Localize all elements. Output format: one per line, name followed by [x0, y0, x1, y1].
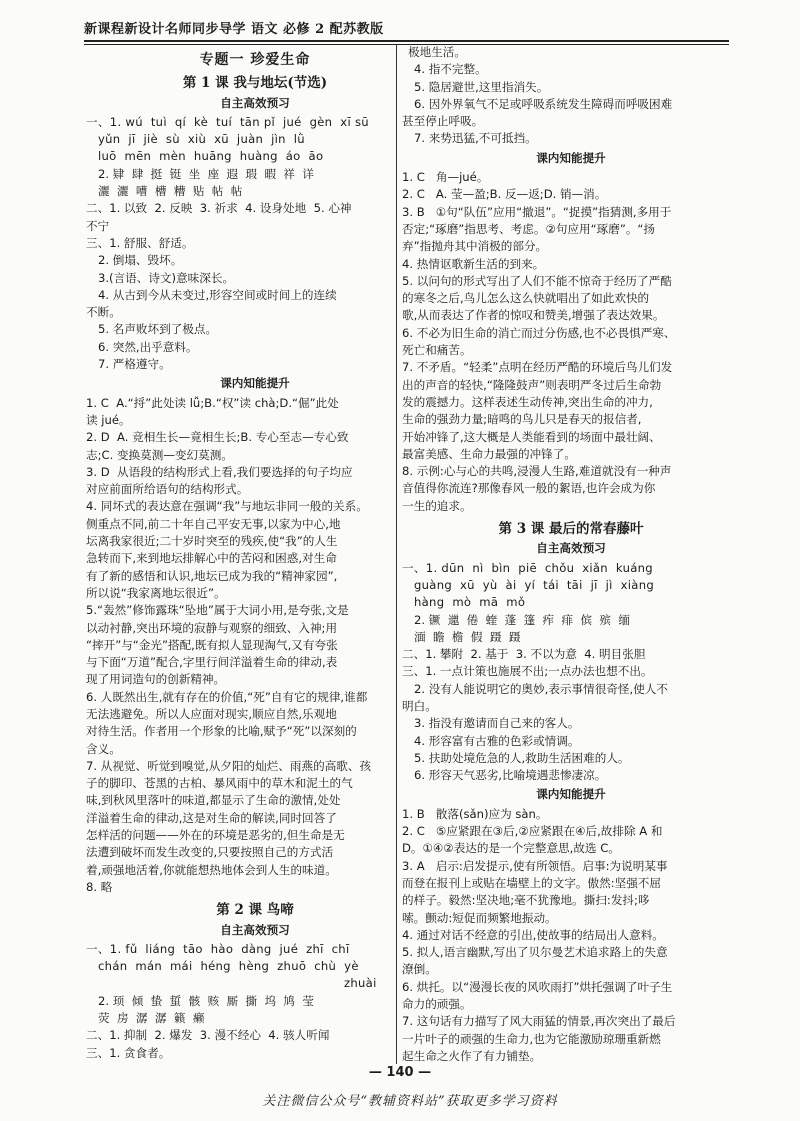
answer-line: 1. C 角—jué。 — [402, 170, 489, 185]
char-line: 2. 镢 邋 倦 蝰 蓬 篷 痄 痱 傧 殡 缅 — [414, 612, 630, 627]
answer-line: 命力的顽强。 — [402, 997, 472, 1012]
answer-line: 所以说“我家离地坛很近”。 — [86, 585, 226, 600]
answer-line: 出的声音的轻快,“隆隆鼓声”则表明严冬过后生命勃 — [402, 377, 662, 392]
pinyin-line: zhuài — [344, 976, 377, 991]
answer-line: 4. 同坏式的表达意在强调“我”与地坛非同一般的关系。 — [86, 499, 368, 514]
answer-line: 4. 指不完整。 — [414, 62, 487, 77]
answer-line: 歌,从而表达了作者的惊叹和赞美,增强了表达效果。 — [402, 308, 665, 323]
page-number: — 140 — — [368, 1065, 432, 1080]
pinyin-line: guàng xū yù ài yí tái tāi jī jì xiàng — [414, 577, 655, 592]
section-heading: 课内知能提升 — [536, 787, 606, 802]
answer-line: 6. 不必为旧生命的消亡而过分伤感,也不必畏惧严寒、 — [402, 325, 676, 340]
pinyin-line: yǔn jī jiè sù xiù xū juàn jìn lǜ — [98, 132, 305, 147]
answer-line: 无法逃避免。所以人应面对现实,顺应自然,乐观地 — [86, 706, 337, 721]
right-column — [402, 44, 740, 1064]
answer-line: 起生命之火作了有力铺垫。 — [402, 1048, 542, 1063]
answer-line: 甚至停止呼吸。 — [402, 114, 484, 129]
answer-line: 三、1. 一点计策也施展不出;一点办法也想不出。 — [402, 664, 653, 679]
answer-line: 1. B 散落(sǎn)应为 sàn。 — [402, 806, 548, 821]
answer-line: 2. D A. 竞相生长—竟相生长;B. 专心至志—专心致 — [86, 430, 349, 445]
header-rule — [84, 40, 729, 42]
char-line: 2. 肄 肆 挺 铤 坐 座 遐 瑕 暇 祥 详 — [98, 166, 314, 181]
answer-line: 死亡和痛苦。 — [402, 343, 472, 358]
answer-line: 4. 通过对话不经意的引出,使故事的结局出人意料。 — [402, 927, 664, 942]
answer-line: 发的震撼力。这样表述生动传神,突出生命的冲力, — [402, 394, 653, 409]
answer-line: 以动衬静,突出环境的寂静与观察的细致、入神;用 — [86, 620, 338, 635]
answer-line: 3.(言语、诗文)意味深长。 — [98, 270, 235, 285]
section-heading: 课内知能提升 — [220, 376, 290, 391]
topic-title: 专题一 珍爱生命 — [199, 52, 311, 68]
answer-line: 5. 扶助处境危急的人,救助生活困难的人。 — [414, 750, 630, 765]
answer-line: 7. 这句话有力描写了风大雨猛的情景,再次突出了最后 — [402, 1014, 676, 1029]
answer-line: 极地生活。 — [408, 45, 466, 59]
answer-line: 4. 热情讴歌新生活的到来。 — [402, 256, 545, 271]
answer-line: 6. 烘托。以“漫漫长夜的风吹雨打”烘托强调了叶子生 — [402, 979, 673, 994]
answer-line: 音值得你流连?那像春风一般的絮语,也许会成为你 — [402, 481, 656, 496]
pinyin-line: luō mēn mèn huāng huàng áo āo — [98, 149, 324, 164]
section-heading: 自主高效预习 — [536, 541, 606, 556]
section-heading: 自主高效预习 — [220, 95, 290, 110]
answer-line — [86, 1062, 424, 1064]
answer-line: 志;C. 变换莫测—变幻莫测。 — [86, 447, 233, 462]
answer-line: 4. 从古到今从未变过,形容空间或时间上的连续 — [98, 287, 337, 302]
char-line: 2. 顼 倾 蛰 蜇 骸 赅 厮 撕 坞 鸠 莹 — [98, 993, 314, 1008]
column-divider — [396, 44, 397, 1064]
left-column — [86, 44, 424, 1064]
answer-line: D。①④②表达的是一个完整意思,故选 C。 — [402, 841, 620, 856]
answer-line: 的寒冬之后,鸟儿怎么这么快就唱出了如此欢快的 — [402, 291, 650, 306]
answer-line: 生命的强劲力量;暗鸣的鸟儿只是春天的报信者, — [402, 412, 642, 427]
answer-line: 3. B ①句“队伍”应用“撤退”。“捉摸”指猜测,多用于 — [402, 204, 672, 219]
char-line: 湎 瞻 檐 假 蹑 蹑 — [414, 629, 521, 644]
answer-line: 2. C A. 莹—盈;B. 反—返;D. 销—消。 — [402, 187, 607, 202]
pinyin-line: 一、1. fǔ liáng tāo hào dàng jué zhī chī — [86, 941, 350, 956]
answer-line: 法遭到破坏而发生改变的,只要按照自己的方式活 — [86, 845, 334, 860]
answer-line: 开始冲锋了,这大概是人类能看到的场面中最壮阔、 — [402, 429, 661, 444]
answer-line: 4. 形容富有古雅的色彩或情调。 — [414, 733, 580, 748]
answer-line: 2. 没有人能说明它的奥妙,表示事情很奇怪,使人不 — [414, 681, 668, 696]
answer-line: 味,到秋风里落叶的味道,都显示了生命的激情,处处 — [86, 793, 341, 808]
answer-line: 5. 名声败坏到了极点。 — [98, 322, 218, 337]
answer-line: 对应前面所给语句的结构形式。 — [86, 482, 249, 497]
answer-line: 二、1. 攀附 2. 基于 3. 不以为意 4. 明目张胆 — [402, 647, 646, 662]
answer-line: 坛离我家很近;二十岁时突至的残疾,使“我”的人生 — [86, 534, 338, 549]
answer-line: 3. D 从语段的结构形式上看,我们要选择的句子均应 — [86, 464, 353, 479]
answer-line: 5. 以问句的形式写出了人们不能不惊奇于经历了严酷 — [402, 273, 672, 288]
answer-line: 2. C ⑤应紧跟在③后,②应紧跟在④后,故排除 A 和 — [402, 824, 663, 839]
answer-line: 6. 因外界氧气不足或呼吸系统发生障碍而呼吸困难 — [414, 96, 673, 111]
char-line: 荧 房 潺 潺 籁 癞 — [98, 1011, 205, 1026]
answer-line: 三、1. 贪食者。 — [86, 1045, 171, 1060]
answer-line: “摔开”与“金光”搭配,既有拟人显现淘气,又有夸张 — [86, 637, 338, 652]
answer-line: 5. 拟人,语言幽默,写出了贝尔曼艺术追求路上的失意 — [402, 945, 668, 960]
answer-line: 对待生活。作者用一个形象的比喻,赋予“死”以深刻的 — [86, 724, 357, 739]
answer-line: 3. A 启示:启发提示,使有所领悟。启事:为说明某事 — [402, 858, 668, 873]
pinyin-line: chán mán mái héng hèng zhuō chù yè — [98, 959, 359, 974]
answer-line: 嗦。颤动:短促而频繁地振动。 — [402, 910, 557, 925]
answer-line: 2. 倒塌、毁坏。 — [98, 253, 183, 268]
answer-line: 子的脚印、苍黑的古柏、暴风雨中的草木和泥土的气 — [86, 776, 353, 791]
answer-line: 而登在报刊上或贴在墙壁上的文字。傲然:坚强不屈 — [402, 875, 661, 890]
answer-line: 6. 突然,出乎意料。 — [98, 339, 198, 354]
answer-line: 7. 严格遵守。 — [98, 357, 171, 372]
answer-line: 明白。 — [402, 698, 437, 713]
answer-line: 不宁 — [86, 218, 110, 233]
answer-line: 含义。 — [86, 741, 121, 756]
answer-line: 6. 人既然出生,就有存在的价值,“死”自有它的规律,谁都 — [86, 689, 368, 704]
answer-line: 3. 指没有邀请而自己来的客人。 — [414, 716, 580, 731]
answer-line: 的样子。毅然:坚决地;毫不犹豫地。撕扫:发抖;哆 — [402, 893, 650, 908]
answer-line: 一生的追求。 — [402, 498, 472, 513]
answer-line: 7. 从视觉、听觉到嗅觉,从夕阳的灿烂、雨燕的高歌、孩 — [86, 758, 372, 773]
answer-line: 三、1. 舒服、舒适。 — [86, 235, 194, 250]
lesson-2-title: 第 2 课 鸟啼 — [216, 902, 294, 919]
pinyin-line: 一、1. dūn nì bìn piē chǒu xiǎn kuáng — [402, 560, 653, 575]
answer-line: 7. 不矛盾。“轻柔”点明在经历严酷的环境后鸟儿们发 — [402, 360, 673, 375]
answer-line: 不断。 — [86, 305, 121, 320]
answer-line: 5.“轰然”修饰露珠“坠地”属于大词小用,是夸张,文是 — [86, 603, 349, 618]
answer-line: 怎样活的问题——外在的环境是恶劣的,但生命是无 — [86, 828, 345, 843]
answer-line: 8. 示例:心与心的共鸣,浸漫人生路,难道就没有一种声 — [402, 464, 672, 479]
pinyin-line: hàng mò mā mǒ — [414, 595, 526, 610]
answer-line: 7. 来势迅猛,不可抵挡。 — [414, 131, 537, 146]
footer-note: 关注微信公众号“教辅资料站”获取更多学习资料 — [262, 1094, 558, 1109]
answer-line: 否定;“琢磨”指思考、考虑。②句应用“琢磨”。“扬 — [402, 221, 656, 236]
answer-line: 急转而下,来到地坛排解心中的苦闷和困惑,对生命 — [86, 551, 337, 566]
answer-line: 侧重点不同,前二十年自己平安无事,以家为中心,地 — [86, 516, 341, 531]
answer-line: 二、1. 抑制 2. 爆发 3. 漫不经心 4. 骇人听闻 — [86, 1028, 330, 1043]
answer-line: 二、1. 以致 2. 反映 3. 祈求 4. 设身处地 5. 心神 — [86, 201, 352, 216]
running-header: 新课程新设计名师同步导学 语文 必修 2 配苏教版 — [84, 22, 384, 37]
section-heading: 自主高效预习 — [220, 922, 290, 937]
answer-line: 与下面“万道”配合,字里行间洋溢着生命的律动,表 — [86, 655, 338, 670]
answer-line: 读 jué。 — [86, 412, 131, 427]
answer-line: 最富美感、生命力最强的冲锋了。 — [402, 446, 576, 461]
answer-line: 有了新的感悟和认识,地坛已成为我的“精神家园”, — [86, 568, 338, 583]
section-heading: 课内知能提升 — [536, 150, 606, 165]
char-line: 灑 灑 嘈 槽 糟 贴 帖 帖 — [98, 184, 243, 199]
answer-line: 着,顽强地活着,你就能想热地体会到人生的味道。 — [86, 862, 337, 877]
answer-line: 一片叶子的顽强的生命力,也为它能激励琼珊重新燃 — [402, 1031, 661, 1046]
answer-line: 5. 隐居避世,这里指消失。 — [414, 79, 549, 94]
answer-line: 8. 略 — [86, 879, 113, 894]
lesson-1-title: 第 1 课 我与地坛(节选) — [182, 75, 328, 92]
answer-line: 6. 形容天气恶劣,比喻境遇悲惨凄凉。 — [414, 768, 607, 783]
pinyin-line: 一、1. wú tuì qí kè tuí tān pǐ jué gèn xī sū — [86, 114, 369, 129]
lesson-3-title: 第 3 课 最后的常春藤叶 — [498, 521, 644, 538]
answer-line: 1. C A.“捋”此处读 lǚ;B.“权”读 chà;D.“倔”此处 — [86, 395, 339, 410]
answer-line: 现了用词造句的创新精神。 — [86, 672, 226, 687]
answer-line: 弃”指抛舟其中消极的部分。 — [402, 239, 548, 254]
answer-line: 潦倒。 — [402, 962, 437, 977]
answer-line: 洋溢着生命的律动,这是对生命的解读,同时回答了 — [86, 810, 337, 825]
